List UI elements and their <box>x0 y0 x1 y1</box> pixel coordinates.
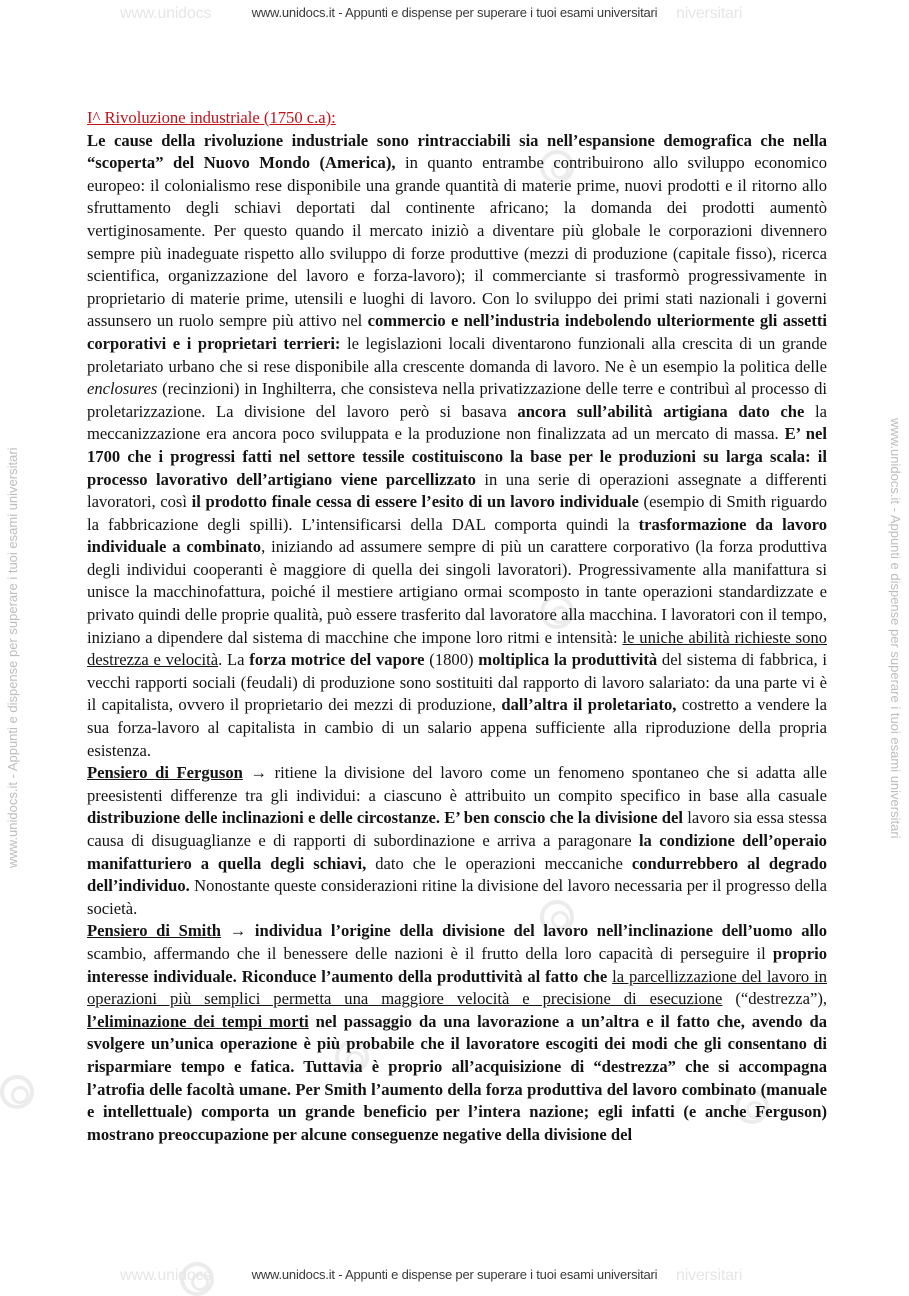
paragraph-smith: Pensiero di Smith → individua l’origine della divisione del lavoro nell’inclinazione dell’uomo allo scambio, affermando che il benessere delle nazioni è il frutto della loro capacità di perseguire il proprio interesse individuale. Riconduce l’aumento della produttività al fatto che la parcellizzazione del lavoro in operazioni più semplici permetta una maggiore velocità e precisione di esecuzione (“destrezza”), l’eliminazione dei tempi morti nel passaggio da una lavorazione a un’altra e il fatto che, avendo da svolgere un’unica operazione è più probabile che il lavoratore escogiti dei modi che gli consentano di risparmiare tempo e fatica. Tuttavia è proprio all’acquisizione di “destrezza” che si accompagna l’atrofia delle facoltà umane. Per Smith l’aumento della forza produttiva del lavoro combinato (manuale e intellettuale) comporta un grande beneficio per l’intera nazione; egli infatti (e anche Ferguson) mostrano preoccupazione per alcune conseguenze negative della divisione del <box>87 921 828 1144</box>
side-watermark-left: www.unidocs.it - Appunti e dispense per superare i tuoi esami universitari <box>5 447 20 868</box>
banner-ghost-right: niversitari <box>676 1267 743 1284</box>
footer-banner <box>0 1267 909 1282</box>
banner-ghost-left: www.unidocs <box>120 1267 212 1284</box>
banner-text[interactable]: www.unidocs.it - Appunti e dispense per superare i tuoi esami universitari <box>251 5 658 20</box>
watermark-logo-icon <box>0 1075 34 1109</box>
paragraph-industrial-revolution: Le cause della rivoluzione industriale sono rintracciabili sia nell’espansione demografica che nella “scoperta” del Nuovo Mondo (America), in quanto entrambe contribuirono allo sviluppo economico europeo: il colonialismo rese disponibile una grande quantità di materie prime, nuovi prodotti e il ritorno allo sfruttamento degli schiavi deportati dal continente africano; la domanda dei prodotti aumentò vertiginosamente. Per questo quando il mercato iniziò a diventare più globale le corporazioni divennero sempre più inadeguate rispetto allo sviluppo di forze produttive (mezzi di produzione (capitale fisso), ricerca scientifica, organizzazione del lavoro e forza-lavoro); il commerciante si trasformò progressivamente in proprietario di materie prime, utensili e luoghi di lavoro. Con lo sviluppo dei primi stati nazionali i governi assunsero un ruolo sempre più attivo nel commercio e nell’industria indebolendo ulteriormente gli assetti corporativi e i proprietari terrieri: le legislazioni locali diventarono funzionali alla crescita di un grande proletariato urbano che si rese disponibile alla crescente domanda di lavoro. Ne è un esempio la politica delle enclosures (recinzioni) in Inghilterra, che consisteva nella privatizzazione delle terre e contribuì al processo di proletarizzazione. La divisione del lavoro però si basava ancora sull’abilità artigiana dato che la meccanizzazione era ancora poco sviluppata e la produzione non finalizzata ad un mercato di massa. E’ nel 1700 che i progressi fatti nel settore tessile costituiscono la base per le produzioni su larga scala: il processo lavorativo dell’artigiano viene parcellizzato in una serie di operazioni assegnate a differenti lavoratori, così il prodotto finale cessa di essere l’esito di un lavoro individuale (esempio di Smith riguardo la fabbricazione degli spilli). L’intensificarsi della DAL comporta quindi la trasformazione da lavoro individuale a combinato, iniziando ad assumere sempre di più un carattere corporativo (la forza produttiva degli individui cooperanti è maggiore di quella dei singoli lavoratori). Progressivamente alla manifattura si unisce la macchinofattura, poiché il mestiere artigiano ormai scomposto in tante operazioni standardizzate e privato quindi delle proprie qualità, può essere trasferito dal lavoratore alla macchina. I lavoratori con il tempo, iniziano a dipendere dal sistema di macchine che impone loro ritmi e intensità: le uniche abilità richieste sono destrezza e velocità. La forza motrice del vapore (1800) moltiplica la produttività del sistema di fabbrica, i vecchi rapporti sociali (feudali) di produzione sono sostituiti dal rapporto di lavoro salariato: da una parte vi è il capitalista, ovvero il proprietario dei mezzi di produzione, dall’altra il proletariato, costretto a vendere la sua forza-lavoro al capitalista in cambio di un salario appena sufficiente alla riproduzione della propria esistenza. <box>87 130 828 760</box>
banner-text[interactable]: www.unidocs.it - Appunti e dispense per superare i tuoi esami universitari <box>251 1267 658 1282</box>
banner-ghost-right: niversitari <box>676 5 743 22</box>
banner-ghost-left: www.unidocs <box>120 5 212 22</box>
header-banner <box>0 5 909 20</box>
paragraph-ferguson: Pensiero di Ferguson → ritiene la divisione del lavoro come un fenomeno spontaneo che si adatta alle preesistenti differenze tra gli individui: a ciascuno è attribuito un compito specifico in base alla casuale distribuzione delle inclinazioni e delle circostanze. E’ ben conscio che la divisione del lavoro sia essa stessa causa di disuguaglianze e di rapporti di subordinazione e arriva a paragonare la condizione dell’operaio manifatturiero a quella degli schiavi, dato che le operazioni meccaniche condurrebbero al degrado dell’individuo. Nonostante queste considerazioni ritine la divisione del lavoro necessaria per il progresso della società. <box>87 763 828 918</box>
section-heading: I^ Rivoluzione industriale (1750 c.a): <box>87 108 336 127</box>
document-body <box>87 107 827 1146</box>
side-watermark-right: www.unidocs.it - Appunti e dispense per superare i tuoi esami universitari <box>888 418 903 839</box>
